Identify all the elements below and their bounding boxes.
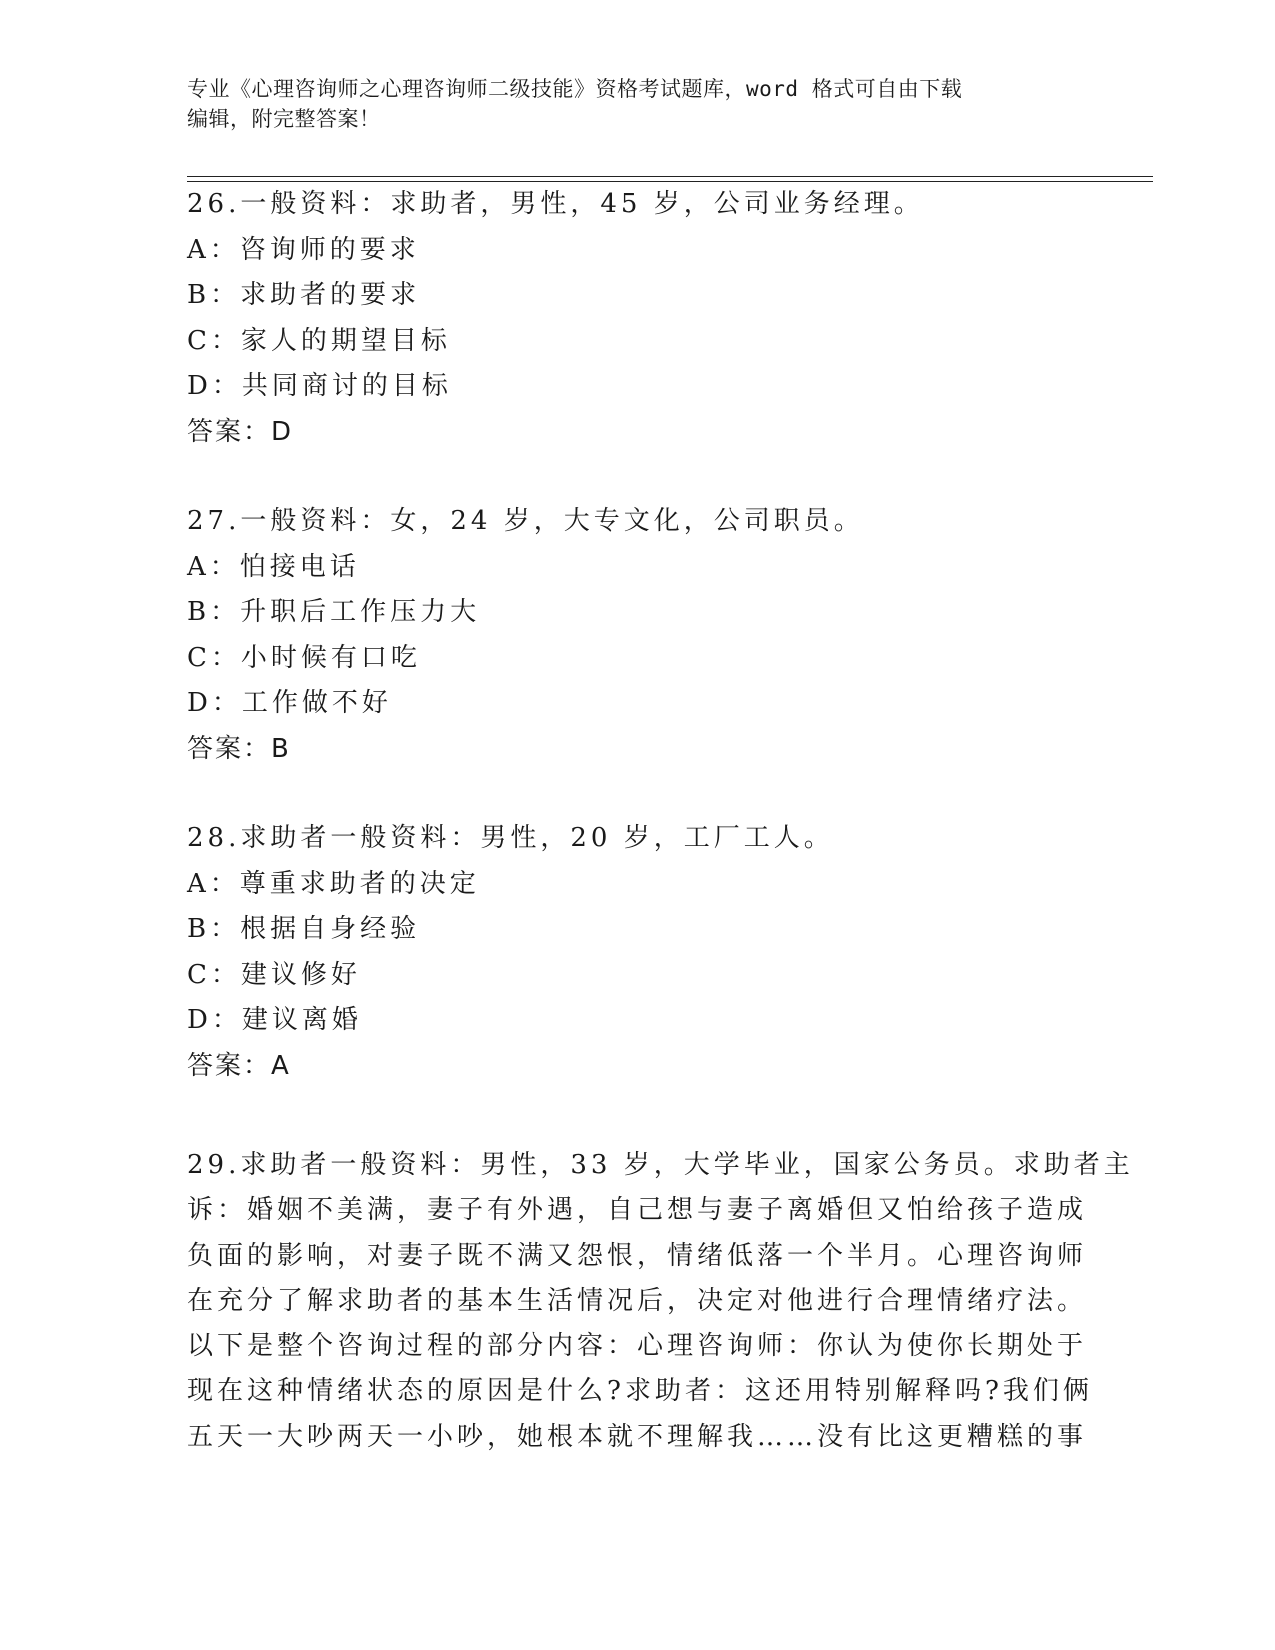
option-c: C：建议修好: [187, 959, 361, 990]
question-27: [187, 499, 1087, 772]
question-text-line: 29.求助者一般资料：男性，33 岁，大学毕业，国家公务员。求助者主: [187, 1150, 1134, 1180]
question-text-line: 以下是整个咨询过程的部分内容：心理咨询师：你认为使你长期处于: [187, 1331, 1088, 1362]
question-text-line: 五天一大吵两天一小吵，她根本就不理解我……没有比这更糟糕的事: [187, 1421, 1088, 1452]
option-b: B：升职后工作压力大: [187, 597, 481, 627]
question-text-line: 现在这种情绪状态的原因是什么?求助者：这还用特别解释吗?我们俩: [187, 1376, 1093, 1407]
question-29: [187, 1143, 1134, 1460]
option-b: B：根据自身经验: [187, 914, 421, 944]
header-line-1: 专业《心理咨询师之心理咨询师二级技能》资格考试题库，word 格式可自由下载: [187, 77, 963, 101]
option-c: C：家人的期望目标: [187, 325, 451, 356]
header-line-2: 编辑，附完整答案！: [187, 107, 381, 131]
option-a: A：尊重求助者的决定: [187, 868, 480, 899]
option-a: A：怕接电话: [187, 551, 360, 582]
question-text-line: 在充分了解求助者的基本生活情况后，决定对他进行合理情绪疗法。: [187, 1285, 1088, 1316]
answer-line: 答案：B: [187, 733, 291, 764]
option-a: A：咨询师的要求: [187, 234, 420, 265]
answer-line: 答案：D: [187, 416, 294, 447]
option-d: D：工作做不好: [187, 688, 392, 718]
answer-line: 答案：A: [187, 1050, 291, 1081]
question-stem: 28.求助者一般资料：男性，20 岁，工厂工人。: [187, 823, 834, 853]
question-text-line: 诉：婚姻不美满，妻子有外遇，自己想与妻子离婚但又怕给孩子造成: [187, 1195, 1088, 1226]
option-b: B：求助者的要求: [187, 280, 421, 310]
question-stem: 27.一般资料：女，24 岁，大专文化，公司职员。: [187, 506, 864, 536]
option-d: D：建议离婚: [187, 1005, 362, 1035]
question-26: [187, 182, 1087, 455]
document-header: [187, 74, 1087, 134]
header-divider-top: [187, 176, 1153, 177]
option-c: C：小时候有口吃: [187, 642, 421, 673]
option-d: D：共同商讨的目标: [187, 371, 452, 401]
question-28: [187, 816, 1087, 1089]
question-stem: 26.一般资料：求助者，男性，45 岁，公司业务经理。: [187, 189, 924, 219]
question-text-line: 负面的影响，对妻子既不满又怨恨，情绪低落一个半月。心理咨询师: [187, 1240, 1088, 1271]
